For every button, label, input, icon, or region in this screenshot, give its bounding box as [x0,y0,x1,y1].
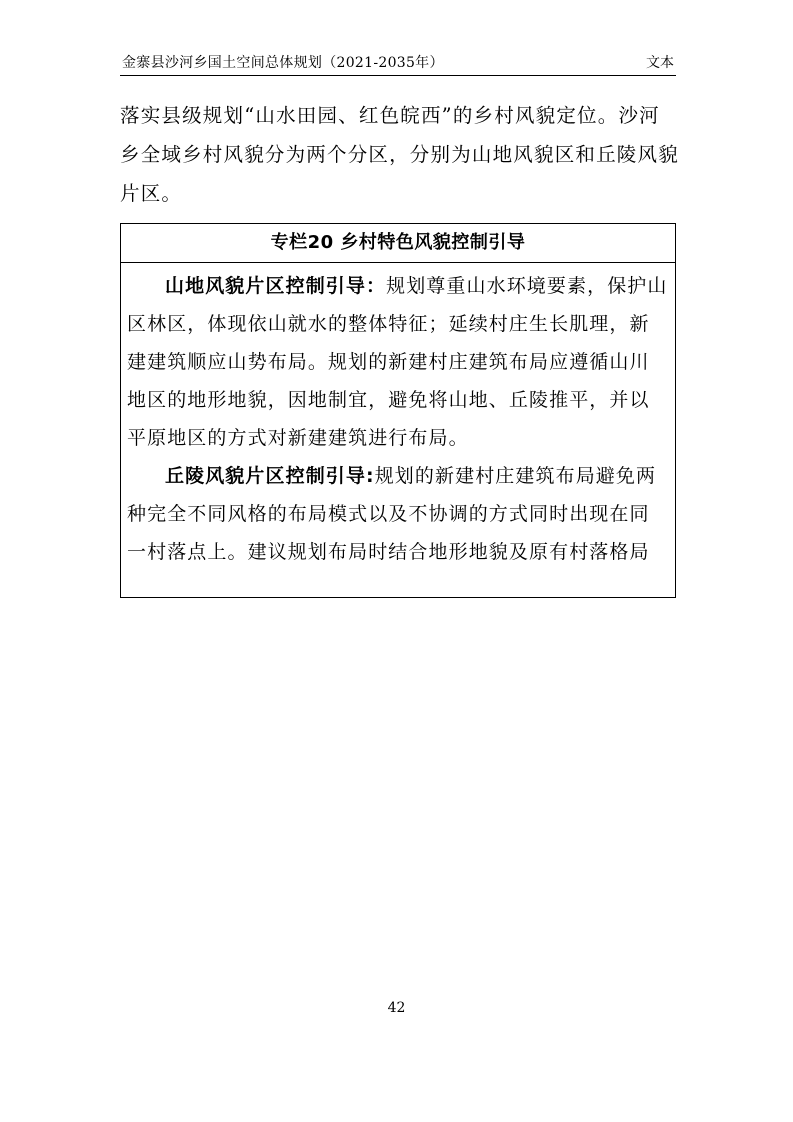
feature-box-body [121,263,675,571]
hill-area-text: 规划的新建村庄建筑布局避免两种完全不同风格的布局模式以及不协调的方式同时出现在同一村落点上。建议规划布局时结合地形地貌及原有村落格局 [127,465,657,563]
mountain-area-heading: 山地风貌片区控制引导： [165,275,387,297]
mountain-area-paragraph [127,267,669,457]
feature-box [120,223,676,598]
hill-area-heading: 丘陵风貌片区控制引导: [165,465,375,487]
mountain-area-text: 规划尊重山水环境要素，保护山区林区，体现依山就水的整体特征；延续村庄生长肌理，新建建筑顺应山势布局。规划的新建村庄建筑布局应遵循山川地区的地形地貌，因地制宜，避免将山地、丘陵推平，并以平原地区的方式对新建建筑进行布局。 [127,275,668,449]
page-number: 42 [387,1000,406,1016]
feature-box-title: 专栏20 乡村特色风貌控制引导 [121,224,675,263]
page-header [120,51,676,76]
header-document-title: 金寨县沙河乡国土空间总体规划（2021-2035年） [122,55,444,71]
intro-paragraph: 落实县级规划“山水田园、红色皖西”的乡村风貌定位。沙河乡全域乡村风貌分为两个分区，分别为山地风貌区和丘陵风貌片区。 [120,104,679,205]
hill-area-paragraph [127,457,669,571]
header-document-type: 文本 [646,55,674,71]
